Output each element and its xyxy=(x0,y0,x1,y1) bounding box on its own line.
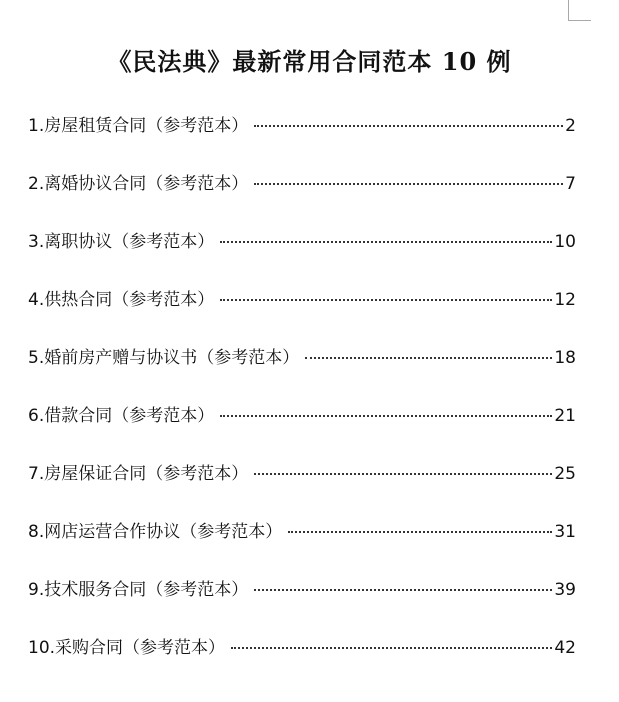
toc-entry-label: 8.网店运营合作协议（参考范本） xyxy=(28,522,283,542)
toc-entry-label: 5.婚前房产赠与协议书（参考范本） xyxy=(28,348,300,368)
toc-entry-3[interactable] xyxy=(28,228,576,286)
toc-entry-label: 4.供热合同（参考范本） xyxy=(28,290,215,310)
toc-dot-leader xyxy=(254,183,563,185)
toc-entry-label: 3.离职协议（参考范本） xyxy=(28,232,215,252)
toc-page-number: 21 xyxy=(554,406,576,426)
table-of-contents xyxy=(28,112,576,692)
toc-dot-leader xyxy=(254,589,552,591)
toc-dot-leader xyxy=(254,473,552,475)
toc-dot-leader xyxy=(305,357,552,359)
toc-entry-2[interactable] xyxy=(28,170,576,228)
toc-entry-label: 7.房屋保证合同（参考范本） xyxy=(28,464,249,484)
toc-page-number: 39 xyxy=(554,580,576,600)
toc-entry-8[interactable] xyxy=(28,518,576,576)
toc-dot-leader xyxy=(254,125,563,127)
toc-page-number: 7 xyxy=(565,174,576,194)
document-title: 《民法典》最新常用合同范本 10 例 xyxy=(107,47,512,77)
toc-dot-leader xyxy=(288,531,552,533)
toc-dot-leader xyxy=(220,241,552,243)
page-corner-mark xyxy=(568,0,591,21)
toc-entry-9[interactable] xyxy=(28,576,576,634)
toc-entry-label: 9.技术服务合同（参考范本） xyxy=(28,580,249,600)
toc-entry-7[interactable] xyxy=(28,460,576,518)
toc-page-number: 31 xyxy=(554,522,576,542)
toc-entry-label: 1.房屋租赁合同（参考范本） xyxy=(28,116,249,136)
toc-entry-label: 6.借款合同（参考范本） xyxy=(28,406,215,426)
toc-entry-6[interactable] xyxy=(28,402,576,460)
toc-dot-leader xyxy=(220,415,552,417)
toc-page-number: 42 xyxy=(554,638,576,658)
toc-entry-10[interactable] xyxy=(28,634,576,692)
toc-page-number: 25 xyxy=(554,464,576,484)
toc-page-number: 12 xyxy=(554,290,576,310)
toc-dot-leader xyxy=(231,647,552,649)
toc-entry-5[interactable] xyxy=(28,344,576,402)
toc-page-number: 18 xyxy=(554,348,576,368)
toc-entry-4[interactable] xyxy=(28,286,576,344)
toc-dot-leader xyxy=(220,299,552,301)
toc-entry-label: 2.离婚协议合同（参考范本） xyxy=(28,174,249,194)
toc-page-number: 2 xyxy=(565,116,576,136)
toc-page-number: 10 xyxy=(554,232,576,252)
toc-entry-label: 10.采购合同（参考范本） xyxy=(28,638,226,658)
toc-entry-1[interactable] xyxy=(28,112,576,170)
